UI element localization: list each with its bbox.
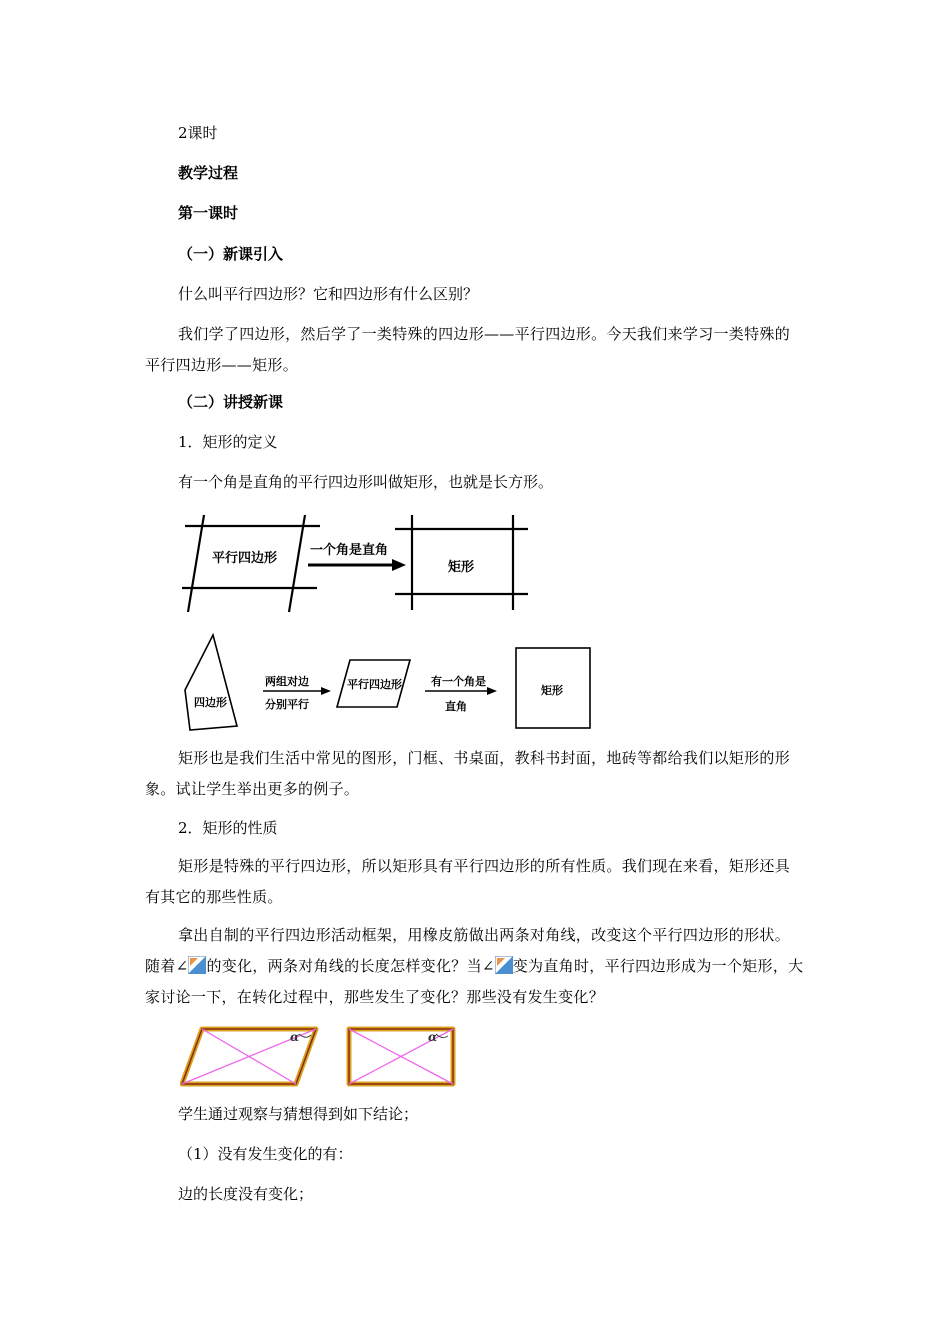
fig2-quad-label: 四边形 <box>194 696 227 709</box>
angle-alpha-icon <box>495 956 513 974</box>
class-hours: 2课时 <box>178 124 218 142</box>
figure-parallelogram-to-rectangle <box>180 510 540 615</box>
question-paragraph: 什么叫平行四边形？它和四边形有什么区别？ <box>178 285 479 303</box>
activity-text-part3: 变为直角时，平行四边形成为一个矩形，大家讨论一下，在转化过程中，那些发生了变化？那些没有发生变化？ <box>145 957 804 1006</box>
fig2-para-label: 平行四边形 <box>347 678 402 691</box>
figure-quadrilateral-chain <box>175 630 595 740</box>
section2-heading: （二）讲授新课 <box>178 393 284 411</box>
fig3-angle-label-right: α <box>428 1030 438 1044</box>
fig1-arrow-label: 一个角是直角 <box>310 543 389 558</box>
property-paragraph: 矩形是特殊的平行四边形，所以矩形具有平行四边形的所有性质。我们现在来看，矩形还具有其它的那些性质。 <box>145 857 791 906</box>
angle-alpha-icon <box>188 956 206 974</box>
activity-text-part2: 的变化，两条对角线的长度怎样变化？当∠ <box>206 957 495 975</box>
activity-text-part1: 拿出自制的平行四边形活动框架，用橡皮筋做出两条对角线，改变这个平行四边形的形状。随着∠ <box>145 926 791 975</box>
fig2-arrow2-bottom: 直角 <box>445 700 467 713</box>
intro-paragraph: 我们学了四边形，然后学了一类特殊的四边形——平行四边形。今天我们来学习一类特殊的平行四边形——矩形。 <box>145 325 791 374</box>
fig1-right-label: 矩形 <box>448 560 475 575</box>
section1-heading: （一）新课引入 <box>178 245 284 263</box>
fig2-rect-label: 矩形 <box>541 684 563 697</box>
side-length-text: 边的长度没有变化； <box>178 1185 314 1203</box>
fig2-arrow1-top: 两组对边 <box>265 675 309 688</box>
figure-frames-with-diagonals <box>180 1026 460 1088</box>
item2-heading: 2．矩形的性质 <box>178 819 278 837</box>
process-heading: 教学过程 <box>178 164 239 182</box>
fig2-arrow1-bottom: 分别平行 <box>265 698 309 711</box>
examples-paragraph: 矩形也是我们生活中常见的图形，门框、书桌面，教科书封面，地砖等都给我们以矩形的形象。试让学生举出更多的例子。 <box>145 749 791 798</box>
fig1-left-label: 平行四边形 <box>212 551 278 566</box>
conclusion-intro: 学生通过观察与猜想得到如下结论； <box>178 1105 419 1123</box>
fig3-angle-label-left: α <box>290 1030 300 1044</box>
definition-text: 有一个角是直角的平行四边形叫做矩形，也就是长方形。 <box>178 473 554 491</box>
lesson1-heading: 第一课时 <box>178 204 239 222</box>
activity-paragraph <box>145 920 805 1013</box>
unchanged-heading: （1）没有发生变化的有： <box>178 1145 353 1163</box>
item1-heading: 1．矩形的定义 <box>178 433 278 451</box>
fig2-arrow2-top: 有一个角是 <box>431 675 486 688</box>
